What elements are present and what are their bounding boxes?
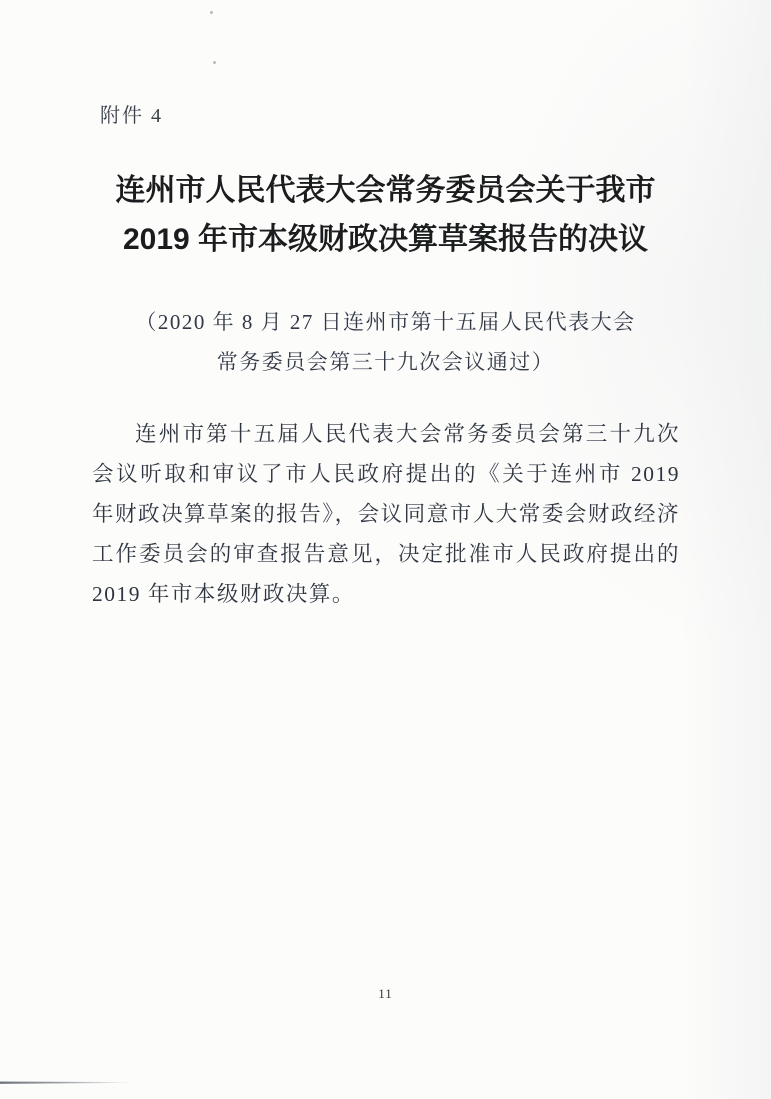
meeting-adoption-subtitle-line-2: 常务委员会第三十九次会议通过）	[216, 350, 555, 374]
body-paragraph: 连州市第十五届人民代表大会常务委员会第三十九次会议听取和审议了市人民政府提出的《关于连州市 2019 年财政决算草案的报告》，会议同意市人大常委会财政经济工作委员会的审查报告意见，决定批准市人民政府提出的 2019 年市本级财政决算。	[92, 422, 680, 606]
meeting-adoption-subtitle-line-1: （2020 年 8 月 27 日连州市第十五届人民代表大会	[135, 310, 636, 334]
page-number: 11	[378, 986, 393, 1001]
document-title-line-2: 2019 年市本级财政决算草案报告的决议	[122, 223, 649, 256]
attachment-label: 附件 4	[100, 105, 163, 127]
meeting-adoption-subtitle	[0, 302, 771, 382]
scan-speck	[210, 11, 213, 14]
scan-speck	[213, 61, 216, 64]
document-body	[92, 414, 680, 614]
document-title-line-1: 连州市人民代表大会常务委员会关于我市	[115, 174, 656, 207]
document-title	[0, 166, 771, 264]
scan-artifact-line	[0, 1081, 132, 1084]
